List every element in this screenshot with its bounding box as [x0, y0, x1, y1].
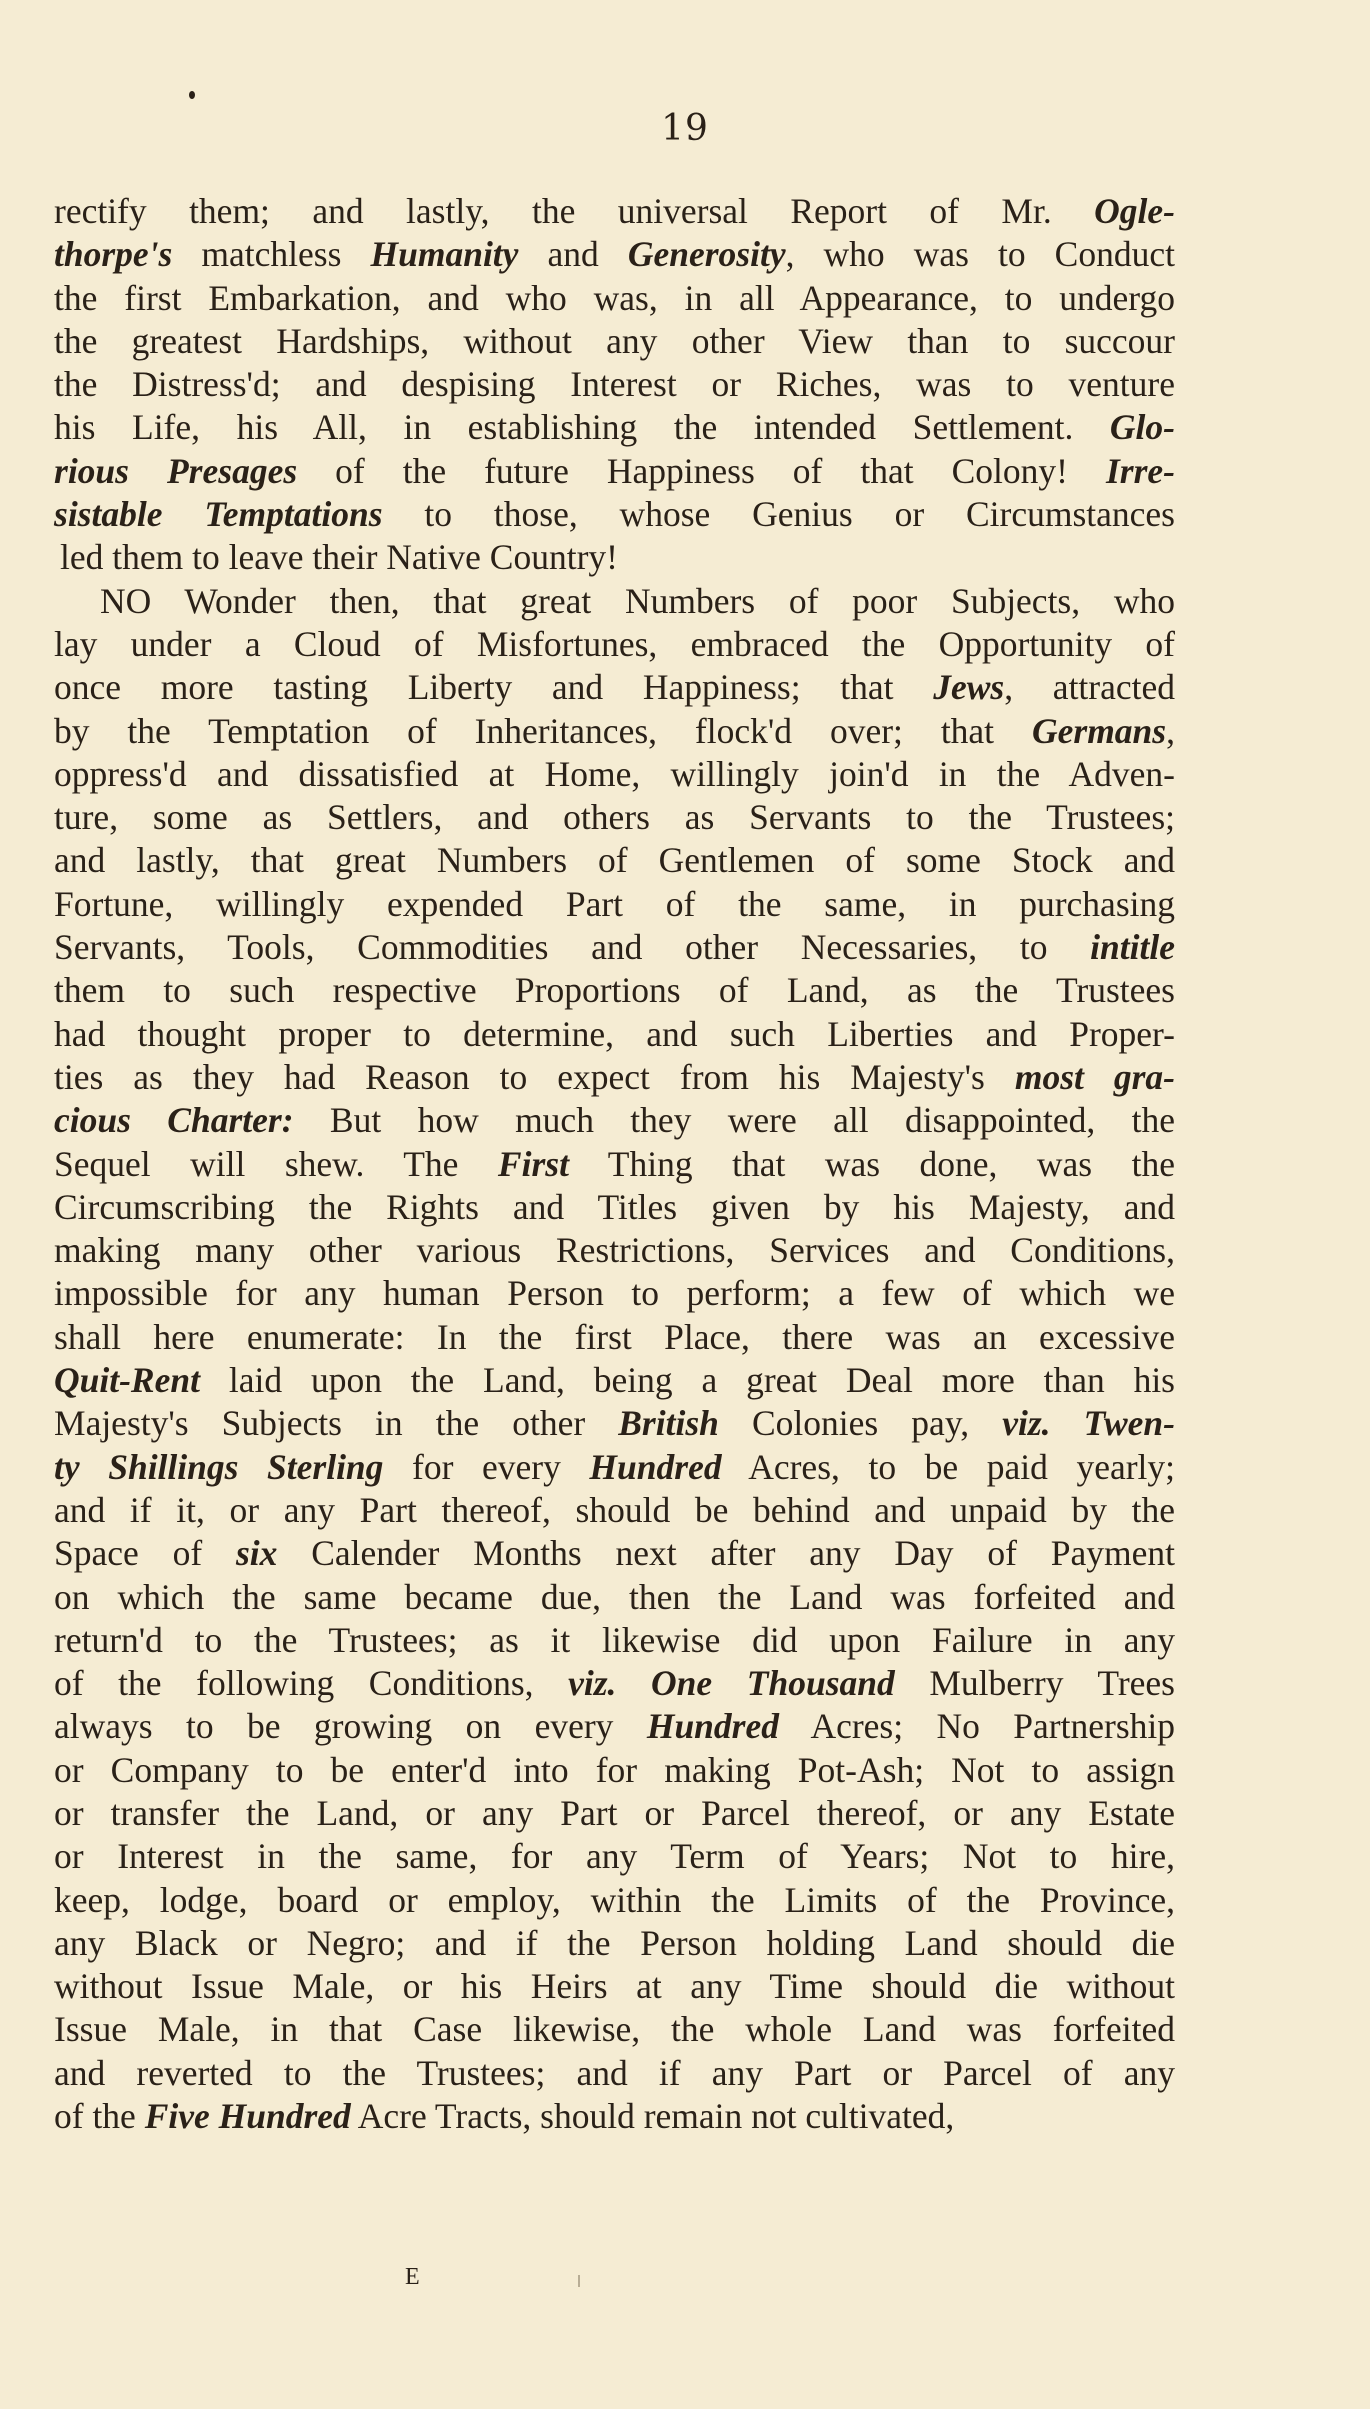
text-line	[54, 1619, 1175, 1662]
italic-run: Hundred	[646, 1706, 779, 1747]
italic-run: rious Presages	[54, 450, 298, 491]
text-run: impossible for any human Person to perform; a few of which we	[54, 1273, 1175, 1314]
text-line	[54, 839, 1175, 882]
text-run: lay under a Cloud of Misfortunes, embraced the Opportunity of	[54, 623, 1175, 664]
text-line	[54, 796, 1175, 839]
text-run: or Company to be enter'd into for making Pot-Ash; Not to assign	[54, 1749, 1175, 1790]
text-run: any Black or Negro; and if the Person holding Land should die	[54, 1922, 1175, 1963]
text-run: always to be growing on every	[54, 1706, 647, 1747]
text-run: or Interest in the same, for any Term of Years; Not to hire,	[54, 1836, 1175, 1877]
text-line	[54, 666, 1175, 709]
text-run: Majesty's Subjects in the other	[54, 1403, 619, 1444]
text-run: ture, some as Settlers, and others as Servants to the Trustees;	[54, 797, 1175, 838]
text-line	[54, 1446, 1175, 1489]
text-run: , who was to Conduct	[785, 234, 1175, 275]
text-run: led them to leave their Native Country!	[60, 537, 618, 578]
italic-run: Generosity	[627, 234, 786, 275]
page-number: 19	[661, 108, 709, 149]
text-line	[54, 883, 1175, 926]
text-run: Acres, to be paid yearly;	[721, 1446, 1176, 1487]
text-run: by the Temptation of Inheritances, flock'd over; that	[54, 710, 1032, 751]
text-run: Acres; No Partnership	[779, 1706, 1175, 1747]
italic-run: most gra-	[1014, 1056, 1176, 1097]
text-run: the greatest Hardships, without any other View than to succour	[54, 320, 1175, 361]
text-line	[54, 926, 1175, 969]
text-run: laid upon the Land, being a great Deal more than his	[199, 1360, 1175, 1401]
italic-run: Five Hundred	[144, 2096, 351, 2137]
text-line	[54, 450, 1175, 493]
text-run: his Life, his All, in establishing the intended Settlement.	[54, 407, 1110, 448]
text-line	[54, 1272, 1175, 1315]
signature-mark: E	[405, 2264, 420, 2290]
text-run: on which the same became due, then the Land was forfeited and	[54, 1576, 1175, 1617]
text-line	[54, 1662, 1175, 1705]
text-run: keep, lodge, board or employ, within the Limits of the Province,	[54, 1879, 1175, 1920]
text-line	[54, 320, 1175, 363]
italic-run: sistable Temptations	[54, 494, 383, 535]
text-run: the first Embarkation, and who was, in all Appearance, to undergo	[54, 277, 1175, 318]
italic-run: thorpe's	[54, 234, 173, 275]
paper-mark	[578, 2275, 580, 2287]
text-line	[54, 710, 1175, 753]
text-run: the Distress'd; and despising Interest or Riches, was to venture	[54, 364, 1175, 405]
text-line	[54, 2095, 1175, 2138]
italic-run: Quit-Rent	[54, 1360, 200, 1401]
italic-run: intitle	[1090, 927, 1175, 968]
italic-run: British	[618, 1403, 719, 1444]
text-run: of the future Happiness of that Colony!	[297, 450, 1106, 491]
italic-run: Jews	[933, 667, 1005, 708]
text-line	[54, 277, 1175, 320]
text-line	[54, 969, 1175, 1012]
text-run: had thought proper to determine, and such Liberties and Proper-	[54, 1013, 1175, 1054]
text-line	[54, 1835, 1175, 1878]
text-run: Servants, Tools, Commodities and other Necessaries, to	[54, 927, 1091, 968]
text-run: Calender Months next after any Day of Payment	[277, 1533, 1175, 1574]
text-run: and reverted to the Trustees; and if any Part or Parcel of any	[54, 2052, 1175, 2093]
text-line	[54, 1013, 1175, 1056]
text-run: NO Wonder then, that great Numbers of poor Subjects, who	[100, 580, 1175, 621]
italic-run: Germans	[1031, 710, 1167, 751]
text-line	[54, 1922, 1175, 1965]
text-run: Thing that was done, was the	[568, 1143, 1175, 1184]
text-run: oppress'd and dissatisfied at Home, willingly join'd in the Adven-	[54, 753, 1175, 794]
text-run: Circumscribing the Rights and Titles given by his Majesty, and	[54, 1186, 1175, 1227]
text-run: , attracted	[1004, 667, 1175, 708]
text-line	[54, 190, 1175, 233]
text-line	[54, 1792, 1175, 1835]
text-line	[54, 1099, 1175, 1142]
text-run: and	[518, 234, 628, 275]
italic-run: Irre-	[1105, 450, 1175, 491]
text-run: ,	[1166, 710, 1175, 751]
text-run: Fortune, willingly expended Part of the same, in purchasing	[54, 883, 1175, 924]
text-run: Space of	[54, 1533, 236, 1574]
text-line	[54, 580, 1175, 623]
text-run: Mulberry Trees	[894, 1663, 1175, 1704]
text-line	[54, 363, 1175, 406]
text-run: for every	[383, 1446, 590, 1487]
text-run: matchless	[172, 234, 371, 275]
text-line	[54, 1316, 1175, 1359]
text-line	[54, 536, 1175, 579]
text-run: shall here enumerate: In the first Place, there was an excessive	[54, 1316, 1175, 1357]
text-line	[54, 1749, 1175, 1792]
italic-run: First	[497, 1143, 569, 1184]
text-line	[54, 1359, 1175, 1402]
text-run: Colonies pay,	[718, 1403, 1003, 1444]
body-text	[54, 190, 1175, 2138]
italic-run: viz. One Thousand	[568, 1663, 895, 1704]
text-run: Issue Male, in that Case likewise, the whole Land was forfeited	[54, 2009, 1175, 2050]
text-line	[54, 406, 1175, 449]
text-run: Sequel will shew. The	[54, 1143, 498, 1184]
text-run: and if it, or any Part thereof, should be behind and unpaid by the	[54, 1489, 1175, 1530]
text-line	[54, 1965, 1175, 2008]
text-line	[54, 1879, 1175, 1922]
text-line	[54, 753, 1175, 796]
text-line	[54, 1489, 1175, 1532]
text-run: rectify them; and lastly, the universal Report of Mr.	[54, 191, 1095, 231]
text-run: But how much they were all disappointed, the	[293, 1100, 1175, 1141]
text-line	[54, 1532, 1175, 1575]
italic-run: Ogle-	[1094, 191, 1175, 231]
text-run: Acre Tracts, should remain not cultivated,	[350, 2096, 955, 2137]
text-line	[54, 623, 1175, 666]
text-line	[54, 233, 1175, 276]
text-run: of the	[54, 2096, 145, 2137]
ink-fleck	[189, 91, 195, 99]
text-run: return'd to the Trustees; as it likewise did upon Failure in any	[54, 1619, 1175, 1660]
text-run: to those, whose Genius or Circumstances	[382, 494, 1176, 535]
text-run: without Issue Male, or his Heirs at any Time should die without	[54, 1966, 1175, 2007]
text-line	[54, 1056, 1175, 1099]
text-line	[54, 1705, 1175, 1748]
italic-run: Hundred	[589, 1446, 722, 1487]
italic-run: Humanity	[370, 234, 519, 275]
text-run: of the following Conditions,	[54, 1663, 569, 1704]
text-line	[54, 1186, 1175, 1229]
text-line	[54, 1229, 1175, 1272]
italic-run: viz. Twen-	[1002, 1403, 1175, 1444]
italic-run: ty Shillings Sterling	[54, 1446, 384, 1487]
italic-run: Glo-	[1109, 407, 1175, 448]
text-run: and lastly, that great Numbers of Gentlemen of some Stock and	[54, 840, 1175, 881]
text-line	[54, 493, 1175, 536]
italic-run: cious Charter:	[54, 1100, 294, 1141]
text-line	[54, 1576, 1175, 1619]
text-line	[54, 2008, 1175, 2051]
text-line	[54, 1143, 1175, 1186]
text-run: them to such respective Proportions of Land, as the Trustees	[54, 970, 1175, 1011]
italic-run: six	[235, 1533, 278, 1574]
text-line	[54, 1402, 1175, 1445]
text-run: making many other various Restrictions, Services and Conditions,	[54, 1230, 1175, 1271]
text-line	[54, 2052, 1175, 2095]
text-run: or transfer the Land, or any Part or Parcel thereof, or any Estate	[54, 1792, 1175, 1833]
text-run: ties as they had Reason to expect from his Majesty's	[54, 1056, 1015, 1097]
text-run: once more tasting Liberty and Happiness; that	[54, 667, 934, 708]
